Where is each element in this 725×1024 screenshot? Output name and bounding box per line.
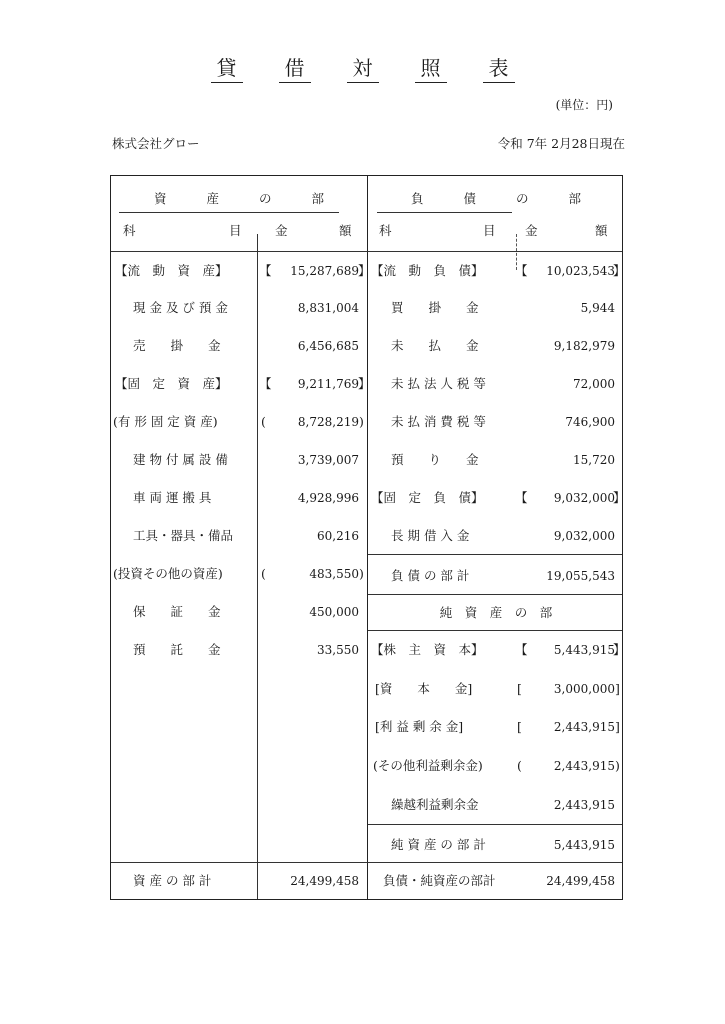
asset-bracket: 【 xyxy=(259,263,272,278)
unit-label: (単位：円) xyxy=(555,98,613,112)
asset-label: 保 証 金 xyxy=(133,604,221,619)
col-amount-header: 額 xyxy=(339,223,352,238)
header-rule-left xyxy=(119,212,339,213)
row-rule xyxy=(368,594,622,595)
asset-label: 車 両 運 搬 具 xyxy=(133,490,212,505)
liability-amount: 9,032,000 xyxy=(553,491,615,505)
liability-bracket: 】 xyxy=(613,490,626,505)
liability-amount: 5,944 xyxy=(580,301,615,315)
row-rule xyxy=(368,824,622,825)
grand-total-amount: 24,499,458 xyxy=(546,874,615,888)
liability-amount: 10,023,543 xyxy=(546,264,615,278)
asset-bracket: ) xyxy=(359,414,364,429)
asset-label: (有 形 固 定 資 産) xyxy=(113,414,218,429)
document-title xyxy=(0,52,725,83)
asset-label: 【流 動 資 産】 xyxy=(115,263,228,278)
liabilities-total-amount: 19,055,543 xyxy=(546,569,615,583)
net-assets-total-amount: 5,443,915 xyxy=(553,838,615,852)
net-asset-label: 繰越利益剰余金 xyxy=(391,797,479,812)
asset-amount: 33,550 xyxy=(317,643,359,657)
asset-amount: 450,000 xyxy=(309,605,359,619)
liability-label: 未 払 消 費 税 等 xyxy=(391,414,486,429)
net-asset-amount: 2,443,915 xyxy=(553,798,615,812)
asset-bracket: ( xyxy=(261,414,266,429)
asset-bracket: 】 xyxy=(358,263,371,278)
liability-label: 未 払 法 人 税 等 xyxy=(391,376,486,391)
title-char: 貸 xyxy=(211,52,243,83)
net-asset-bracket: ] xyxy=(615,681,620,696)
asset-label: 預 託 金 xyxy=(133,642,221,657)
col-item-header: 目 xyxy=(483,223,496,238)
net-asset-label: [利 益 剰 余 金] xyxy=(375,719,464,734)
net-asset-bracket: [ xyxy=(517,719,522,734)
liability-label: 【流 動 負 債】 xyxy=(371,263,484,278)
asset-amount: 4,928,996 xyxy=(297,491,359,505)
company-name: 株式会社グロー xyxy=(112,136,200,151)
grand-total-label: 負債・純資産の部計 xyxy=(383,873,496,888)
net-asset-bracket: ) xyxy=(615,758,620,773)
net-asset-amount: 3,000,000 xyxy=(553,682,615,696)
liability-amount: 746,900 xyxy=(565,415,615,429)
liability-amount: 15,720 xyxy=(573,453,615,467)
net-asset-label: (その他利益剰余金) xyxy=(373,758,483,773)
net-asset-bracket: 【 xyxy=(515,642,528,657)
net-asset-amount: 5,443,915 xyxy=(553,643,615,657)
liability-bracket: 【 xyxy=(515,490,528,505)
asset-amount: 8,831,004 xyxy=(297,301,359,315)
asset-label: 売 掛 金 xyxy=(133,338,221,353)
center-divider xyxy=(367,176,368,899)
title-char: 照 xyxy=(415,52,447,83)
asset-bracket: ( xyxy=(261,566,266,581)
asset-label: 建 物 付 属 設 備 xyxy=(133,452,228,467)
net-assets-total-label: 純 資 産 の 部 計 xyxy=(391,837,486,852)
liabilities-total-label: 負 債 の 部 計 xyxy=(391,568,470,583)
row-rule xyxy=(368,630,622,631)
asset-label: 【固 定 資 産】 xyxy=(115,376,228,391)
liability-amount: 9,182,979 xyxy=(553,339,615,353)
assets-total-amount: 24,499,458 xyxy=(290,874,359,888)
assets-total-label: 資 産 の 部 計 xyxy=(133,873,212,888)
col-amount-header: 額 xyxy=(595,223,608,238)
liability-bracket: 】 xyxy=(613,263,626,278)
title-char: 借 xyxy=(279,52,311,83)
asset-amount: 483,550 xyxy=(309,567,359,581)
column-header-rule xyxy=(111,251,622,252)
asset-bracket: 】 xyxy=(358,376,371,391)
balance-sheet-table xyxy=(110,175,626,900)
net-assets-section-header: 純 資 産 の 部 xyxy=(439,605,553,620)
net-asset-bracket: 】 xyxy=(613,642,626,657)
net-asset-amount: 2,443,915 xyxy=(553,759,615,773)
asset-amount: 3,739,007 xyxy=(297,453,359,467)
liability-label: 長 期 借 入 金 xyxy=(391,528,470,543)
net-asset-bracket: ] xyxy=(615,719,620,734)
net-asset-amount: 2,443,915 xyxy=(553,720,615,734)
col-amount-header: 金 xyxy=(525,223,538,238)
asset-label: (投資その他の資産) xyxy=(113,566,223,581)
as-of-date: 令和 7年 2月28日現在 xyxy=(497,136,625,151)
title-char: 表 xyxy=(483,52,515,83)
asset-amount: 8,728,219 xyxy=(297,415,359,429)
net-asset-label: 【株 主 資 本】 xyxy=(371,642,484,657)
liability-label: 預 り 金 xyxy=(391,452,479,467)
total-rule xyxy=(111,862,622,863)
asset-amount: 60,216 xyxy=(317,529,359,543)
header-rule-right xyxy=(377,212,512,213)
liability-label: 【固 定 負 債】 xyxy=(371,490,484,505)
row-rule xyxy=(368,554,622,555)
title-char: 対 xyxy=(347,52,379,83)
liability-amount: 9,032,000 xyxy=(553,529,615,543)
col-item-header: 科 xyxy=(123,223,136,238)
net-asset-label: [資 本 金] xyxy=(375,681,473,696)
asset-bracket: 【 xyxy=(259,376,272,391)
col-amount-header: 金 xyxy=(275,223,288,238)
assets-section-header: 資 産 の 部 xyxy=(153,191,325,206)
liability-bracket: 【 xyxy=(515,263,528,278)
col-item-header: 科 xyxy=(379,223,392,238)
liabilities-section-header: 負 債 の 部 xyxy=(410,191,582,206)
liability-amount: 72,000 xyxy=(573,377,615,391)
asset-label: 現 金 及 び 預 金 xyxy=(133,300,228,315)
assets-column-divider xyxy=(257,234,258,899)
net-asset-bracket: [ xyxy=(517,681,522,696)
asset-bracket: ) xyxy=(359,566,364,581)
asset-label: 工具・器具・備品 xyxy=(133,528,234,543)
liability-label: 未 払 金 xyxy=(391,338,479,353)
asset-amount: 6,456,685 xyxy=(297,339,359,353)
col-item-header: 目 xyxy=(229,223,242,238)
asset-amount: 15,287,689 xyxy=(290,264,359,278)
net-asset-bracket: ( xyxy=(517,758,522,773)
asset-amount: 9,211,769 xyxy=(297,377,359,391)
liability-label: 買 掛 金 xyxy=(391,300,479,315)
